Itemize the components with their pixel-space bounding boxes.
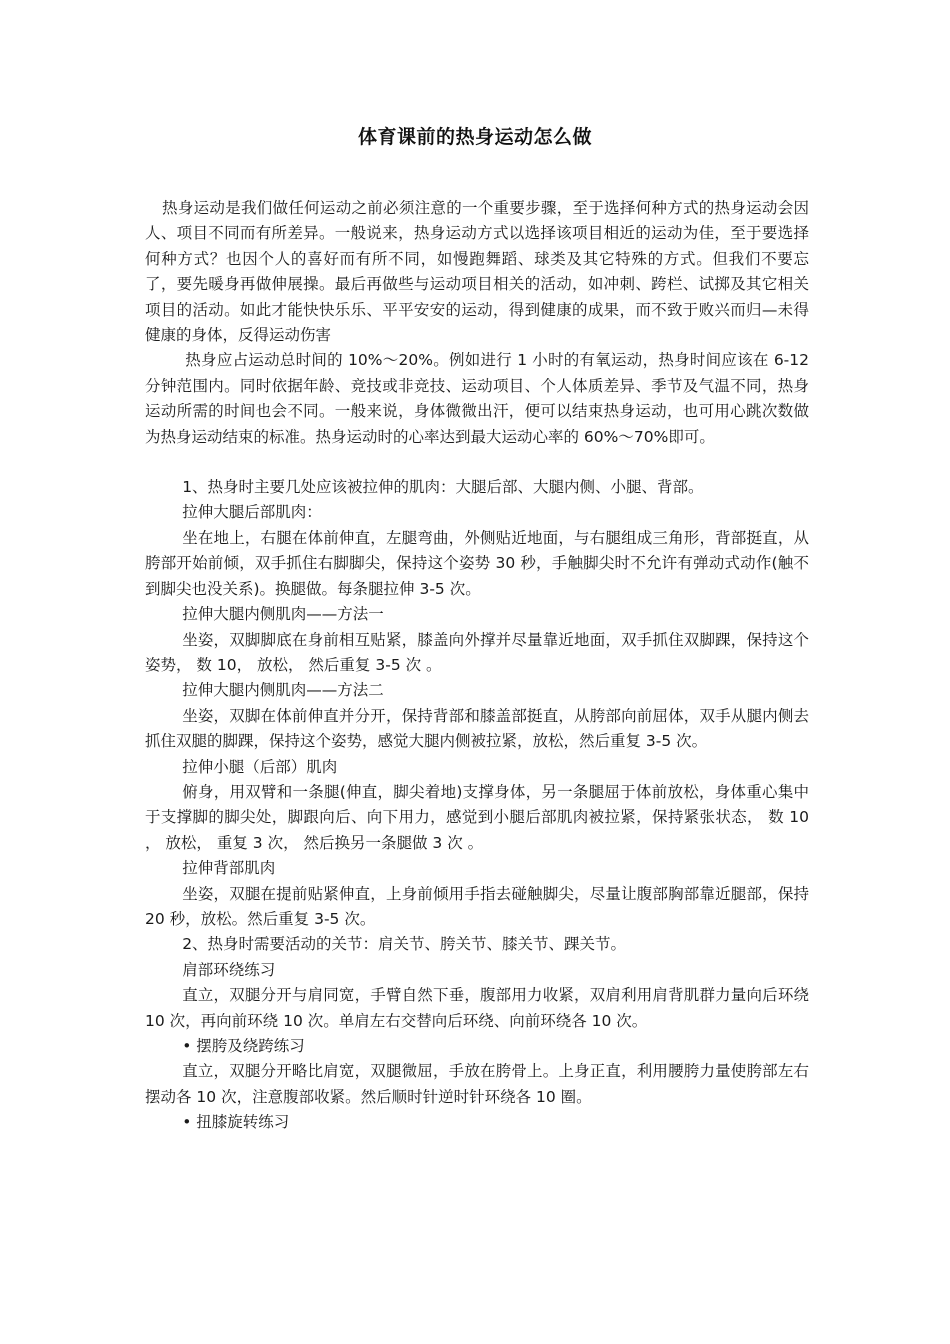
document-body	[145, 196, 809, 1136]
paragraph: 拉伸大腿内侧肌肉——方法一	[182, 605, 384, 624]
paragraph: 坐姿，双脚脚底在身前相互贴紧，膝盖向外撑并尽量靠近地面，双手抓住双脚踝，保持这个姿势， 数 10， 放松， 然后重复 3-5 次 。	[145, 630, 809, 674]
paragraph: 拉伸背部肌肉	[182, 859, 276, 878]
paragraph: 直立，双腿分开略比肩宽，双腿微屈，手放在胯骨上。上身正直，利用腰胯力量使胯部左右摆动各 10 次，注意腹部收紧。然后顺时针逆时针环绕各 10 圈。	[145, 1062, 809, 1106]
paragraph: 2、热身时需要活动的关节：肩关节、胯关节、膝关节、踝关节。	[182, 935, 627, 954]
paragraph: 俯身，用双臂和一条腿(伸直，脚尖着地)支撑身体，另一条腿屈于体前放松，身体重心集中于支撑脚的脚尖处，脚跟向后、向下用力，感觉到小腿后部肌肉被拉紧，保持紧张状态， 数 10 ， 放松， 重复 3 次， 然后换另一条腿做 3 次 。	[145, 782, 809, 852]
paragraph-spacer	[145, 450, 809, 475]
paragraph: 直立，双腿分开与肩同宽，手臂自然下垂，腹部用力收紧，双肩利用肩背肌群力量向后环绕 10 次，再向前环绕 10 次。单肩左右交替向后环绕、向前环绕各 10 次。	[145, 986, 809, 1030]
paragraph: 肩部环绕练习	[182, 960, 276, 979]
paragraph: 拉伸小腿（后部）肌肉	[182, 757, 338, 776]
paragraph: • 扭膝旋转练习	[182, 1113, 290, 1132]
paragraph: 坐在地上，右腿在体前伸直，左腿弯曲，外侧贴近地面，与右腿组成三角形，背部挺直，从胯部开始前倾，双手抓住右脚脚尖，保持这个姿势 30 秒，手触脚尖时不允许有弹动式动作(触不到脚尖也没关系)。换腿做。每条腿拉伸 3-5 次。	[145, 528, 809, 598]
paragraph: 热身应占运动总时间的 10%～20%。例如进行 1 小时的有氧运动，热身时间应该在 6-12 分钟范围内。同时依据年龄、竞技或非竞技、运动项目、个人体质差异、季节及气温不同，热身运动所需的时间也会不同。一般来说，身体微微出汗，便可以结束热身运动，也可用心跳次数做为热身运动结束的标准。热身运动时的心率达到最大运动心率的 60%～70%即可。	[145, 351, 809, 446]
paragraph: 坐姿，双腿在提前贴紧伸直，上身前倾用手指去碰触脚尖，尽量让腹部胸部靠近腿部，保持 20 秒，放松。然后重复 3-5 次。	[145, 884, 809, 928]
paragraph: 拉伸大腿后部肌肉：	[182, 503, 322, 522]
paragraph: • 摆胯及绕跨练习	[182, 1037, 305, 1055]
paragraph: 1、热身时主要几处应该被拉伸的肌肉：大腿后部、大腿内侧、小腿、背部。	[182, 478, 704, 497]
paragraph: 拉伸大腿内侧肌肉——方法二	[182, 681, 384, 700]
page-title: 体育课前的热身运动怎么做	[357, 126, 592, 148]
paragraph: 坐姿，双脚在体前伸直并分开，保持背部和膝盖部挺直，从胯部向前屈体，双手从腿内侧去抓住双腿的脚踝，保持这个姿势，感觉大腿内侧被拉紧，放松，然后重复 3-5 次。	[145, 706, 809, 751]
paragraph: 热身运动是我们做任何运动之前必须注意的一个重要步骤，至于选择何种方式的热身运动会因人、项目不同而有所差异。一般说来，热身运动方式以选择该项目相近的运动为佳，至于要选择何种方式？也因个人的喜好而有所不同，如慢跑舞蹈、球类及其它特殊的方式。但我们不要忘了，要先暖身再做伸展操。最后再做些与运动项目相关的活动，如冲刺、跨栏、试掷及其它相关项目的活动。如此才能快快乐乐、平平安安的运动，得到健康的成果，而不致于败兴而归—未得健康的身体，反得运动伤害	[145, 199, 809, 345]
